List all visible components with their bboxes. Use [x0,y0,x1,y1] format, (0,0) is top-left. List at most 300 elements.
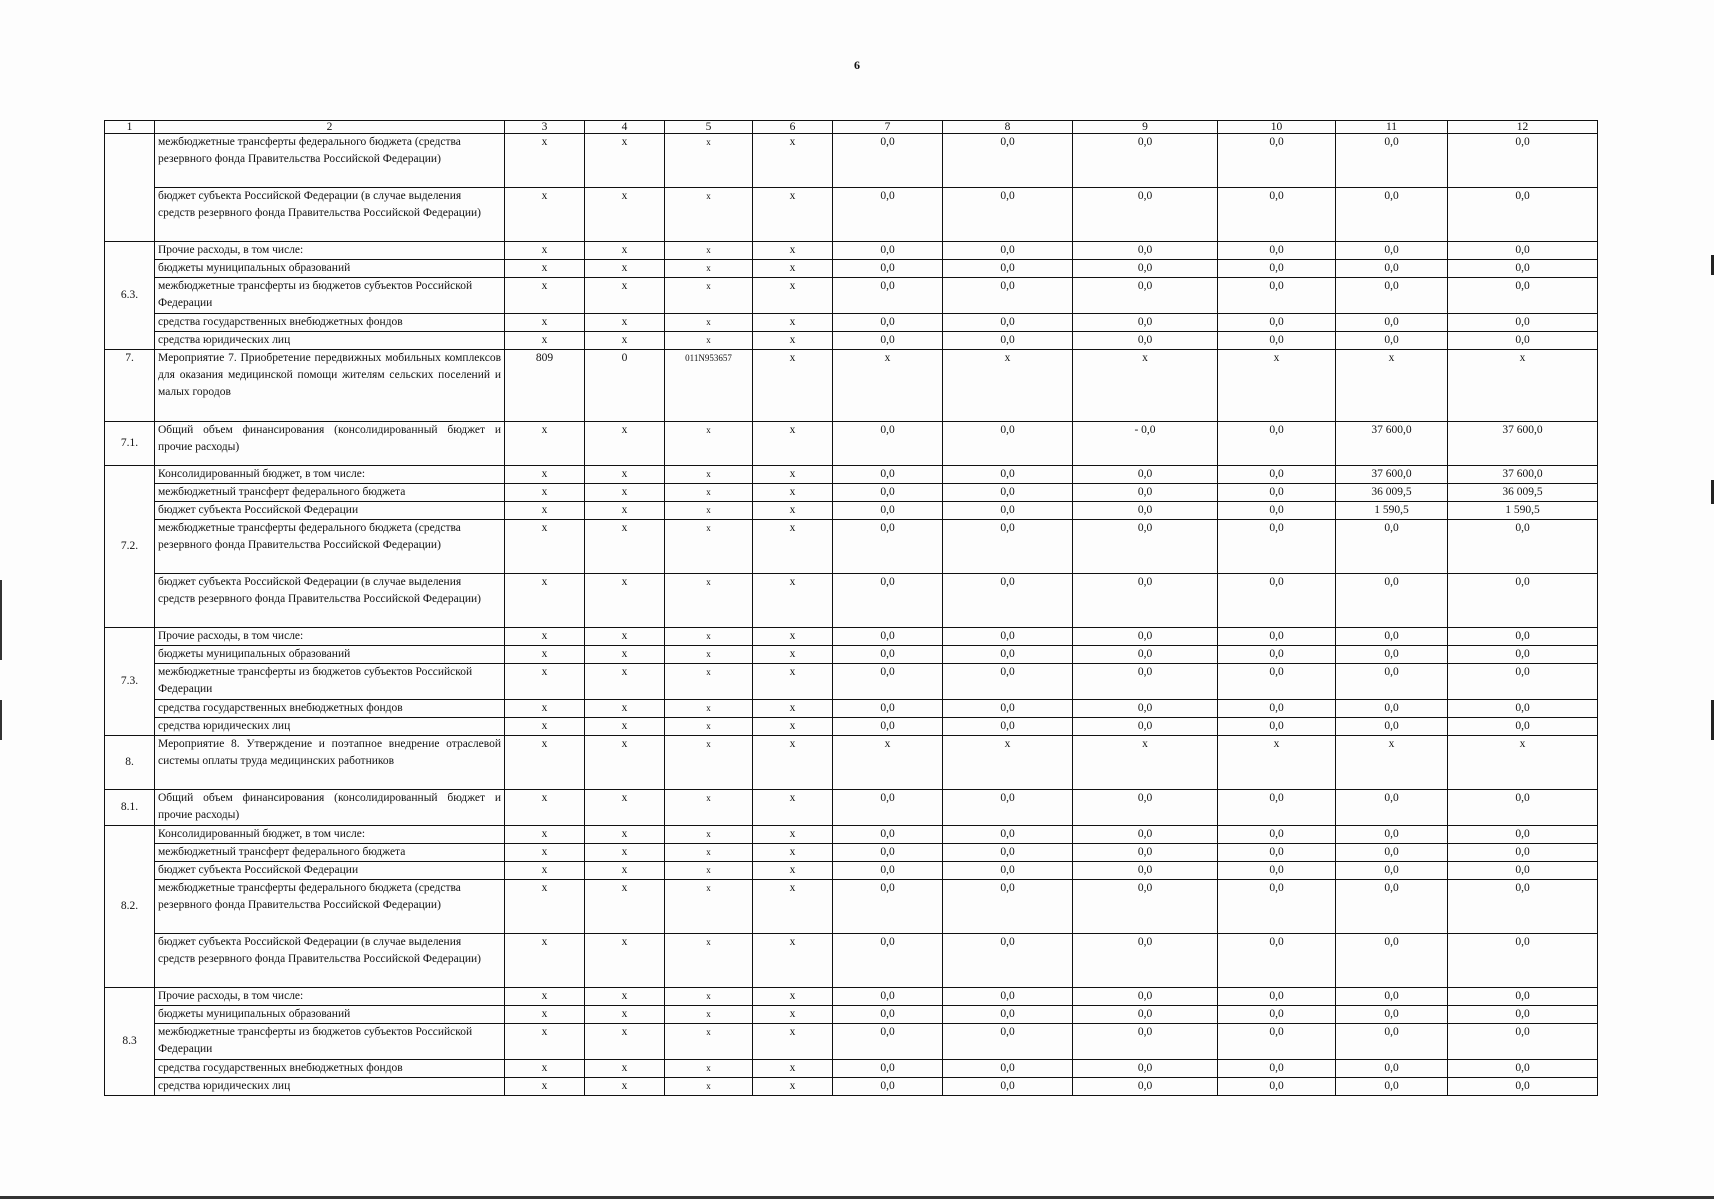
value-cell: x [585,1024,665,1060]
value-cell: 36 009,5 [1448,484,1598,502]
value-cell: 0,0 [1336,278,1448,314]
value-cell: 0,0 [1218,574,1336,628]
value-cell: 0,0 [1336,628,1448,646]
value-cell: 0,0 [833,242,943,260]
value-cell: 0,0 [833,1060,943,1078]
value-cell: x [665,466,753,484]
table-row [105,934,1598,988]
value-cell: x [665,700,753,718]
value-cell: 0,0 [1073,188,1218,242]
row-number-cell: 8.2. [105,826,155,988]
value-cell: x [753,790,833,826]
budget-table [104,120,1598,1096]
value-cell: 0,0 [1336,1060,1448,1078]
table-row [105,1078,1598,1096]
value-cell: 0,0 [1336,332,1448,350]
value-cell: 0,0 [1448,520,1598,574]
description-cell: Общий объем финансирования (консолидированный бюджет и прочие расходы) [155,790,505,826]
value-cell: x [665,242,753,260]
value-cell: x [753,826,833,844]
value-cell: x [665,1006,753,1024]
value-cell: 0,0 [1336,134,1448,188]
value-cell: x [665,1078,753,1096]
table-row [105,718,1598,736]
value-cell: 0,0 [1336,314,1448,332]
value-cell: 0,0 [943,862,1073,880]
description-cell: средства юридических лиц [155,332,505,350]
row-number-cell: 7.1. [105,422,155,466]
value-cell: 0,0 [1073,134,1218,188]
value-cell: x [505,188,585,242]
value-cell: x [753,844,833,862]
description-cell: межбюджетные трансферты из бюджетов субъектов Российской Федерации [155,1024,505,1060]
value-cell: 0,0 [1218,844,1336,862]
value-cell: x [753,1078,833,1096]
value-cell: 0,0 [833,520,943,574]
value-cell: 0,0 [833,862,943,880]
row-number-cell: 8. [105,736,155,790]
row-number-cell: 7.3. [105,628,155,736]
value-cell: 0,0 [1218,134,1336,188]
table-row [105,646,1598,664]
value-cell: x [505,988,585,1006]
value-cell: 0,0 [833,332,943,350]
value-cell: 0,0 [1336,1006,1448,1024]
table-row [105,484,1598,502]
value-cell: 0,0 [1218,934,1336,988]
value-cell: x [585,790,665,826]
value-cell: 0,0 [833,844,943,862]
value-cell: x [1448,350,1598,422]
value-cell: x [1448,736,1598,790]
value-cell: 0,0 [1336,880,1448,934]
value-cell: 011N953657 [665,350,753,422]
description-cell: средства юридических лиц [155,1078,505,1096]
value-cell: 0,0 [1448,646,1598,664]
value-cell: 0,0 [943,278,1073,314]
value-cell: x [753,646,833,664]
table-row [105,988,1598,1006]
value-cell: 0,0 [1448,1024,1598,1060]
value-cell: 0,0 [1336,260,1448,278]
value-cell: 0 [585,350,665,422]
row-number-cell: 6.3. [105,242,155,350]
header-cell: 2 [155,121,505,134]
description-cell: средства государственных внебюджетных фондов [155,314,505,332]
value-cell: 37 600,0 [1336,466,1448,484]
value-cell: x [753,574,833,628]
value-cell: x [753,422,833,466]
value-cell: x [505,502,585,520]
header-cell: 9 [1073,121,1218,134]
value-cell: 0,0 [1218,826,1336,844]
value-cell: 0,0 [833,628,943,646]
value-cell: 0,0 [1073,1006,1218,1024]
value-cell: x [665,790,753,826]
description-cell: бюджет субъекта Российской Федерации (в случае выделения средств резервного фонда Правительства Российской Федерации) [155,574,505,628]
description-cell: Мероприятие 7. Приобретение передвижных мобильных комплексов для оказания медицинской помощи жителям сельских поселений и малых городов [155,350,505,422]
description-cell: межбюджетные трансферты федерального бюджета (средства резервного фонда Правительства Российской Федерации) [155,134,505,188]
table-row [105,260,1598,278]
value-cell: 0,0 [1218,422,1336,466]
value-cell: 0,0 [943,502,1073,520]
description-cell: межбюджетные трансферты федерального бюджета (средства резервного фонда Правительства Российской Федерации) [155,880,505,934]
table-row [105,664,1598,700]
value-cell: 0,0 [1448,988,1598,1006]
value-cell: x [505,1024,585,1060]
value-cell: 0,0 [943,260,1073,278]
value-cell: x [505,314,585,332]
value-cell: x [753,736,833,790]
value-cell: 0,0 [833,1024,943,1060]
value-cell: 0,0 [943,1060,1073,1078]
value-cell: x [585,332,665,350]
value-cell: 0,0 [833,188,943,242]
table-row [105,1006,1598,1024]
value-cell: x [585,242,665,260]
value-cell: x [585,646,665,664]
value-cell: x [753,988,833,1006]
value-cell: 0,0 [1218,664,1336,700]
value-cell: x [1218,736,1336,790]
value-cell: x [585,188,665,242]
value-cell: 0,0 [1073,628,1218,646]
value-cell: 0,0 [1448,260,1598,278]
value-cell: x [585,1006,665,1024]
description-cell: средства государственных внебюджетных фондов [155,700,505,718]
table-row [105,422,1598,466]
value-cell: x [665,484,753,502]
value-cell: 37 600,0 [1448,422,1598,466]
value-cell: 37 600,0 [1448,466,1598,484]
value-cell: 0,0 [833,422,943,466]
value-cell: x [585,520,665,574]
value-cell: 0,0 [943,718,1073,736]
description-cell: бюджет субъекта Российской Федерации (в случае выделения средств резервного фонда Правительства Российской Федерации) [155,188,505,242]
description-cell: Прочие расходы, в том числе: [155,242,505,260]
value-cell: 0,0 [1218,790,1336,826]
description-cell: бюджет субъекта Российской Федерации [155,862,505,880]
table-row [105,314,1598,332]
value-cell: x [1073,350,1218,422]
value-cell: 0,0 [1073,718,1218,736]
value-cell: 0,0 [1218,314,1336,332]
value-cell: 0,0 [1336,574,1448,628]
value-cell: 0,0 [1218,1060,1336,1078]
value-cell: x [665,1060,753,1078]
value-cell: 0,0 [1336,826,1448,844]
value-cell: 0,0 [1448,332,1598,350]
value-cell: x [665,736,753,790]
value-cell: 0,0 [833,1006,943,1024]
value-cell: x [505,862,585,880]
value-cell: - 0,0 [1073,422,1218,466]
value-cell: 0,0 [1448,134,1598,188]
value-cell: 0,0 [1073,1060,1218,1078]
value-cell: x [505,1060,585,1078]
value-cell: 0,0 [1073,664,1218,700]
row-number-cell: 7. [105,350,155,422]
value-cell: x [753,520,833,574]
value-cell: 0,0 [943,628,1073,646]
header-cell: 8 [943,121,1073,134]
value-cell: 0,0 [943,826,1073,844]
value-cell: 0,0 [1073,574,1218,628]
table-row [105,332,1598,350]
value-cell: 0,0 [833,664,943,700]
value-cell: 0,0 [1218,646,1336,664]
value-cell: x [753,934,833,988]
value-cell: 0,0 [833,134,943,188]
value-cell: x [753,188,833,242]
row-number-cell: 8.1. [105,790,155,826]
value-cell: 0,0 [1218,880,1336,934]
value-cell: 0,0 [943,422,1073,466]
value-cell: 0,0 [1448,790,1598,826]
value-cell: x [665,844,753,862]
row-number-cell: 8.3 [105,988,155,1096]
description-cell: Общий объем финансирования (консолидированный бюджет и прочие расходы) [155,422,505,466]
scan-edge-mark [0,700,2,740]
value-cell: x [505,466,585,484]
description-cell: межбюджетные трансферты федерального бюджета (средства резервного фонда Правительства Российской Федерации) [155,520,505,574]
value-cell: x [665,520,753,574]
value-cell: 37 600,0 [1336,422,1448,466]
value-cell: x [1073,736,1218,790]
value-cell: 0,0 [833,718,943,736]
value-cell: x [505,242,585,260]
value-cell: x [753,134,833,188]
value-cell: 0,0 [1336,664,1448,700]
value-cell: 0,0 [833,574,943,628]
table-row [105,1024,1598,1060]
value-cell: x [505,628,585,646]
value-cell: x [585,422,665,466]
value-cell: 0,0 [833,700,943,718]
value-cell: 0,0 [943,790,1073,826]
value-cell: x [505,422,585,466]
value-cell: 0,0 [1336,188,1448,242]
value-cell: 0,0 [1336,718,1448,736]
value-cell: x [665,880,753,934]
value-cell: 0,0 [1073,520,1218,574]
value-cell: x [665,188,753,242]
value-cell: x [585,736,665,790]
value-cell: 0,0 [1073,700,1218,718]
value-cell: x [753,350,833,422]
table-row [105,628,1598,646]
description-cell: бюджеты муниципальных образований [155,646,505,664]
description-cell: средства юридических лиц [155,718,505,736]
value-cell: 0,0 [1218,332,1336,350]
value-cell: x [833,736,943,790]
description-cell: бюджеты муниципальных образований [155,260,505,278]
value-cell: x [665,664,753,700]
table-row [105,502,1598,520]
value-cell: x [665,134,753,188]
value-cell: 0,0 [1218,1024,1336,1060]
value-cell: 0,0 [943,484,1073,502]
value-cell: 0,0 [1218,988,1336,1006]
table-row [105,466,1598,484]
value-cell: 0,0 [1218,1078,1336,1096]
value-cell: x [753,260,833,278]
value-cell: x [753,278,833,314]
value-cell: x [505,574,585,628]
value-cell: 0,0 [1336,988,1448,1006]
value-cell: 0,0 [1448,826,1598,844]
value-cell: x [665,646,753,664]
value-cell: 0,0 [833,646,943,664]
value-cell: 0,0 [1073,934,1218,988]
description-cell: межбюджетный трансферт федерального бюджета [155,844,505,862]
value-cell: 0,0 [1336,242,1448,260]
value-cell: x [585,628,665,646]
value-cell: x [585,466,665,484]
table-row [105,574,1598,628]
value-cell: 0,0 [1218,188,1336,242]
value-cell: 0,0 [1073,862,1218,880]
value-cell: 0,0 [1448,278,1598,314]
value-cell: 0,0 [943,988,1073,1006]
value-cell: 0,0 [943,242,1073,260]
value-cell: 0,0 [943,664,1073,700]
value-cell: x [753,314,833,332]
value-cell: 0,0 [1073,260,1218,278]
table-row [105,188,1598,242]
value-cell: x [665,574,753,628]
table-row [105,350,1598,422]
value-cell: 0,0 [943,574,1073,628]
value-cell: 0,0 [943,314,1073,332]
value-cell: 0,0 [1448,844,1598,862]
table-body [105,121,1598,1096]
value-cell: 0,0 [1448,242,1598,260]
value-cell: 0,0 [1073,844,1218,862]
value-cell: x [665,502,753,520]
value-cell: 0,0 [1073,826,1218,844]
value-cell: x [665,332,753,350]
value-cell: x [505,700,585,718]
value-cell: x [505,520,585,574]
value-cell: 0,0 [943,466,1073,484]
value-cell: 0,0 [943,134,1073,188]
value-cell: 1 590,5 [1336,502,1448,520]
table-row [105,700,1598,718]
value-cell: x [753,1060,833,1078]
value-cell: 0,0 [1073,1078,1218,1096]
value-cell: x [665,314,753,332]
value-cell: 36 009,5 [1336,484,1448,502]
scan-edge-mark [0,580,2,660]
value-cell: 0,0 [833,826,943,844]
row-number-cell: 7.2. [105,466,155,628]
value-cell: 0,0 [1448,628,1598,646]
value-cell: x [665,988,753,1006]
value-cell: 0,0 [1218,242,1336,260]
value-cell: 0,0 [1073,466,1218,484]
value-cell: x [505,646,585,664]
value-cell: x [505,260,585,278]
header-cell: 1 [105,121,155,134]
value-cell: x [505,736,585,790]
value-cell: 0,0 [943,1024,1073,1060]
value-cell: 0,0 [1336,1078,1448,1096]
value-cell: x [833,350,943,422]
table-row [105,736,1598,790]
value-cell: x [585,862,665,880]
description-cell: межбюджетные трансферты из бюджетов субъектов Российской Федерации [155,278,505,314]
value-cell: x [665,278,753,314]
value-cell: 0,0 [943,188,1073,242]
value-cell: 0,0 [943,520,1073,574]
value-cell: 0,0 [1218,502,1336,520]
value-cell: x [753,664,833,700]
value-cell: 0,0 [1336,520,1448,574]
value-cell: x [505,134,585,188]
value-cell: 0,0 [1448,188,1598,242]
value-cell: 0,0 [1448,880,1598,934]
value-cell: 0,0 [1073,880,1218,934]
value-cell: 0,0 [1336,844,1448,862]
table-row [105,1060,1598,1078]
header-cell: 3 [505,121,585,134]
description-cell: Мероприятие 8. Утверждение и поэтапное внедрение отраслевой системы оплаты труда медицинских работников [155,736,505,790]
value-cell: x [753,466,833,484]
value-cell: 0,0 [833,934,943,988]
table-row [105,134,1598,188]
value-cell: x [665,260,753,278]
value-cell: x [943,736,1073,790]
value-cell: x [753,332,833,350]
value-cell: x [753,880,833,934]
header-cell: 12 [1448,121,1598,134]
value-cell: 0,0 [943,700,1073,718]
value-cell: 0,0 [1218,278,1336,314]
value-cell: x [585,1078,665,1096]
header-row [105,121,1598,134]
description-cell: Прочие расходы, в том числе: [155,988,505,1006]
table-row [105,826,1598,844]
value-cell: x [505,1078,585,1096]
value-cell: 0,0 [1218,520,1336,574]
value-cell: x [665,628,753,646]
value-cell: 1 590,5 [1448,502,1598,520]
value-cell: x [665,422,753,466]
value-cell: 0,0 [943,1006,1073,1024]
value-cell: x [753,718,833,736]
value-cell: x [585,502,665,520]
value-cell: 0,0 [1073,242,1218,260]
value-cell: 0,0 [1073,1024,1218,1060]
value-cell: 0,0 [1336,790,1448,826]
value-cell: 0,0 [1073,314,1218,332]
value-cell: x [585,574,665,628]
description-cell: Прочие расходы, в том числе: [155,628,505,646]
value-cell: x [585,700,665,718]
value-cell: 0,0 [1218,700,1336,718]
row-number-cell [105,134,155,242]
value-cell: 0,0 [943,934,1073,988]
value-cell: 0,0 [1336,700,1448,718]
table-row [105,278,1598,314]
value-cell: 0,0 [1218,628,1336,646]
description-cell: бюджеты муниципальных образований [155,1006,505,1024]
value-cell: 0,0 [833,278,943,314]
description-cell: межбюджетный трансферт федерального бюджета [155,484,505,502]
value-cell: x [585,988,665,1006]
value-cell: x [753,700,833,718]
